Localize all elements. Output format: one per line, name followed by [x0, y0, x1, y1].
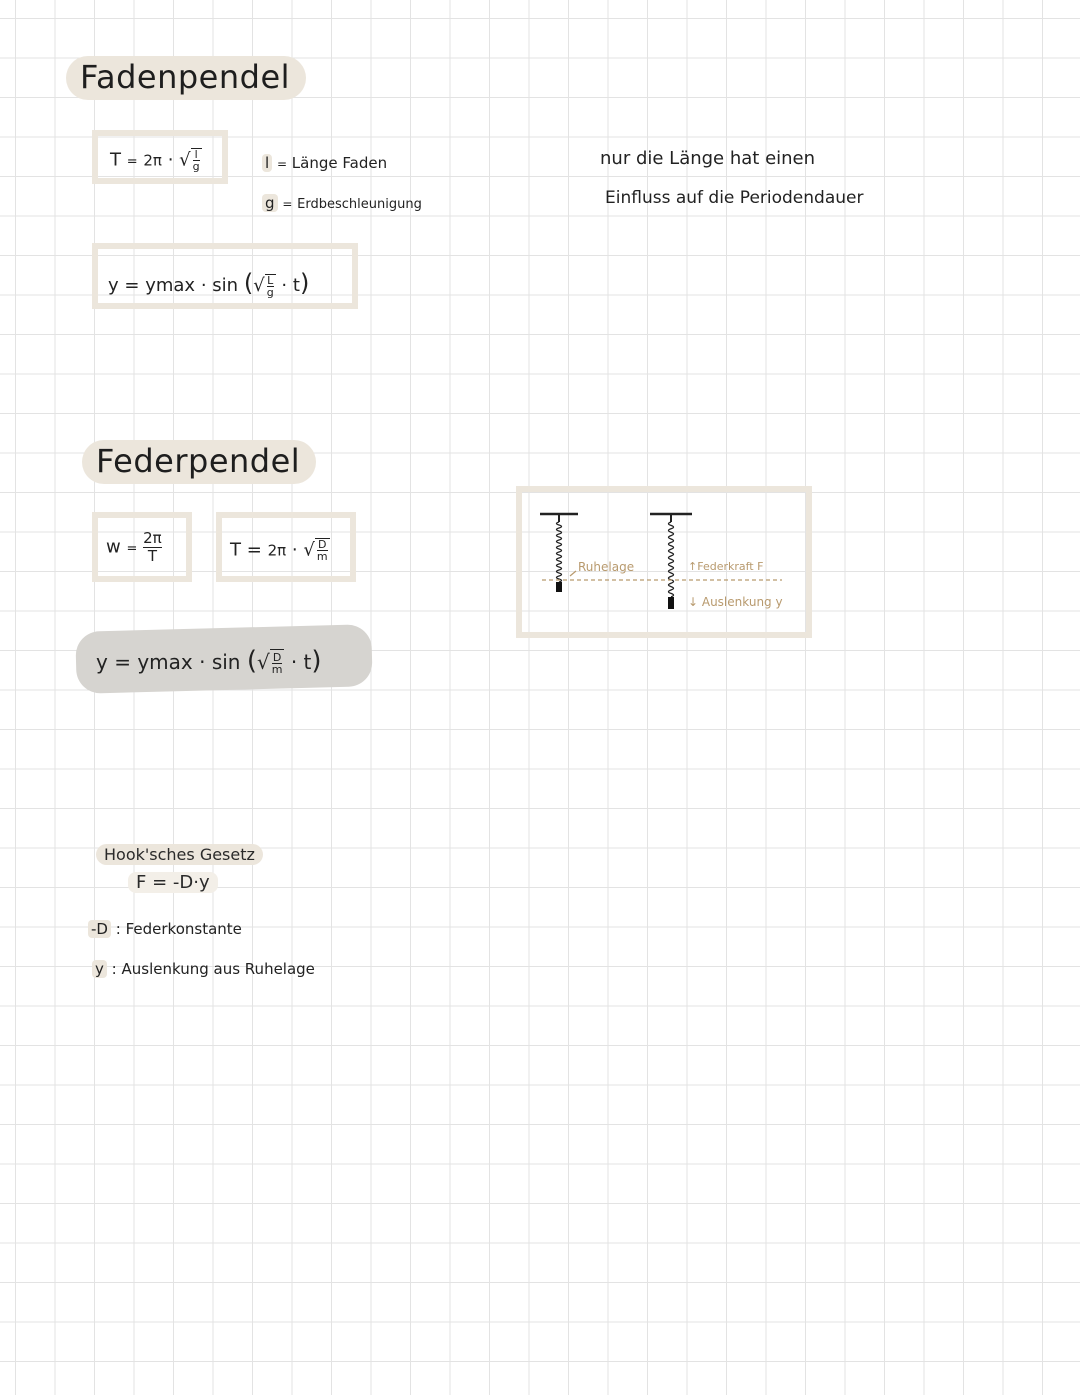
formula-operator: · — [281, 275, 288, 296]
label-rest-position: Ruhelage — [578, 560, 635, 574]
fraction-denominator: T — [147, 547, 157, 565]
sqrt-radicand — [315, 538, 330, 562]
definition-symbol: y — [92, 960, 107, 978]
formula-symbol: 2π — [143, 151, 162, 170]
legend-text: Länge Faden — [291, 154, 388, 172]
legend-equals: = — [282, 197, 293, 211]
formula-symbol: T — [230, 539, 241, 561]
fraction-numerator: 2π — [143, 529, 162, 547]
formula-operator: = — [246, 539, 262, 561]
legend-symbol: l — [262, 154, 272, 172]
formula-displacement-thread — [108, 269, 309, 298]
formula-symbol: t — [292, 275, 300, 296]
legend-text: Erdbeschleunigung — [297, 197, 422, 212]
legend-symbol: g — [262, 194, 278, 212]
formula-function: sin — [211, 650, 241, 674]
formula-displacement-spring — [96, 646, 322, 676]
fraction — [193, 149, 200, 172]
spring-mass-right — [668, 597, 674, 609]
definition-symbol: -D — [88, 920, 111, 938]
sqrt-radicand — [265, 274, 276, 298]
definition-text: Federkonstante — [125, 920, 242, 938]
legend-length — [262, 154, 387, 172]
fraction-numerator: D — [272, 651, 282, 664]
definition-text: Auslenkung aus Ruhelage — [121, 960, 315, 978]
spring-coil-left — [557, 522, 562, 582]
formula-operator: · — [290, 650, 298, 674]
formula-paren: ) — [311, 646, 322, 676]
formula-function: sin — [212, 275, 239, 296]
formula-operator: = — [126, 154, 138, 170]
spring-diagram-box — [516, 486, 812, 638]
fraction-denominator: m — [316, 550, 328, 563]
note-line-2: Einfluss auf die Periodendauer — [605, 188, 864, 208]
section-title-federpendel: Federpendel — [82, 440, 316, 484]
formula-operator: = — [114, 650, 131, 674]
note-line-1: nur die Länge hat einen — [600, 148, 816, 169]
label-spring-force: ↑Federkraft F — [688, 560, 764, 573]
formula-angular-frequency — [106, 530, 162, 565]
fraction — [317, 539, 328, 562]
fraction-denominator: g — [192, 160, 200, 173]
hooke-law-formula: F = -D·y — [128, 872, 218, 893]
formula-symbol: w — [106, 536, 121, 558]
label-displacement: ↓ Auslenkung y — [688, 595, 783, 609]
sqrt-radicand — [270, 649, 285, 675]
formula-operator: · — [200, 275, 207, 296]
formula-paren: ( — [246, 646, 257, 676]
fraction — [272, 652, 283, 675]
formula-paren: ( — [243, 269, 254, 297]
sqrt-icon: √ — [257, 650, 270, 674]
formula-paren: ) — [299, 269, 310, 297]
sqrt-icon: √ — [303, 539, 315, 561]
definition-spring-constant — [88, 920, 242, 938]
definition-separator: : — [115, 920, 121, 938]
formula-symbol: ymax — [145, 275, 196, 296]
formula-symbol: ymax — [137, 650, 193, 674]
formula-symbol: T — [110, 149, 121, 171]
fraction-denominator: g — [266, 285, 274, 299]
rest-label-arrow — [570, 571, 576, 576]
formula-box-angular-frequency — [92, 512, 192, 582]
formula-operator: · — [167, 149, 174, 171]
fraction-denominator: m — [271, 663, 283, 676]
formula-operator: · — [291, 539, 298, 561]
fraction-numerator: l — [194, 148, 198, 161]
definition-separator: : — [111, 960, 117, 978]
formula-operator: = — [124, 275, 140, 296]
spring-mass-left — [556, 582, 562, 592]
formula-symbol: y — [108, 275, 119, 296]
formula-period-spring — [230, 538, 330, 562]
formula-symbol: y — [96, 650, 108, 674]
fraction-numerator: L — [267, 273, 274, 287]
formula-box-period-spring — [216, 512, 356, 582]
fraction — [267, 275, 274, 298]
formula-operator: = — [126, 541, 138, 557]
section-title-fadenpendel: Fadenpendel — [66, 56, 306, 100]
spring-coil-right — [669, 522, 674, 597]
legend-equals: = — [276, 157, 288, 171]
hooke-law-title: Hook'sches Gesetz — [96, 844, 263, 865]
formula-box-period-thread — [92, 130, 228, 184]
sqrt-radicand — [191, 148, 202, 172]
formula-period-thread — [110, 148, 202, 172]
formula-box-displacement-thread — [92, 243, 358, 309]
legend-gravity — [262, 194, 422, 212]
sqrt-icon: √ — [179, 149, 191, 171]
formula-symbol: 2π — [267, 541, 287, 560]
formula-operator: · — [199, 650, 206, 674]
definition-displacement — [92, 960, 315, 978]
fraction — [143, 530, 162, 565]
fraction-numerator: D — [317, 538, 327, 551]
formula-symbol: t — [303, 650, 312, 674]
sqrt-icon: √ — [253, 275, 265, 296]
